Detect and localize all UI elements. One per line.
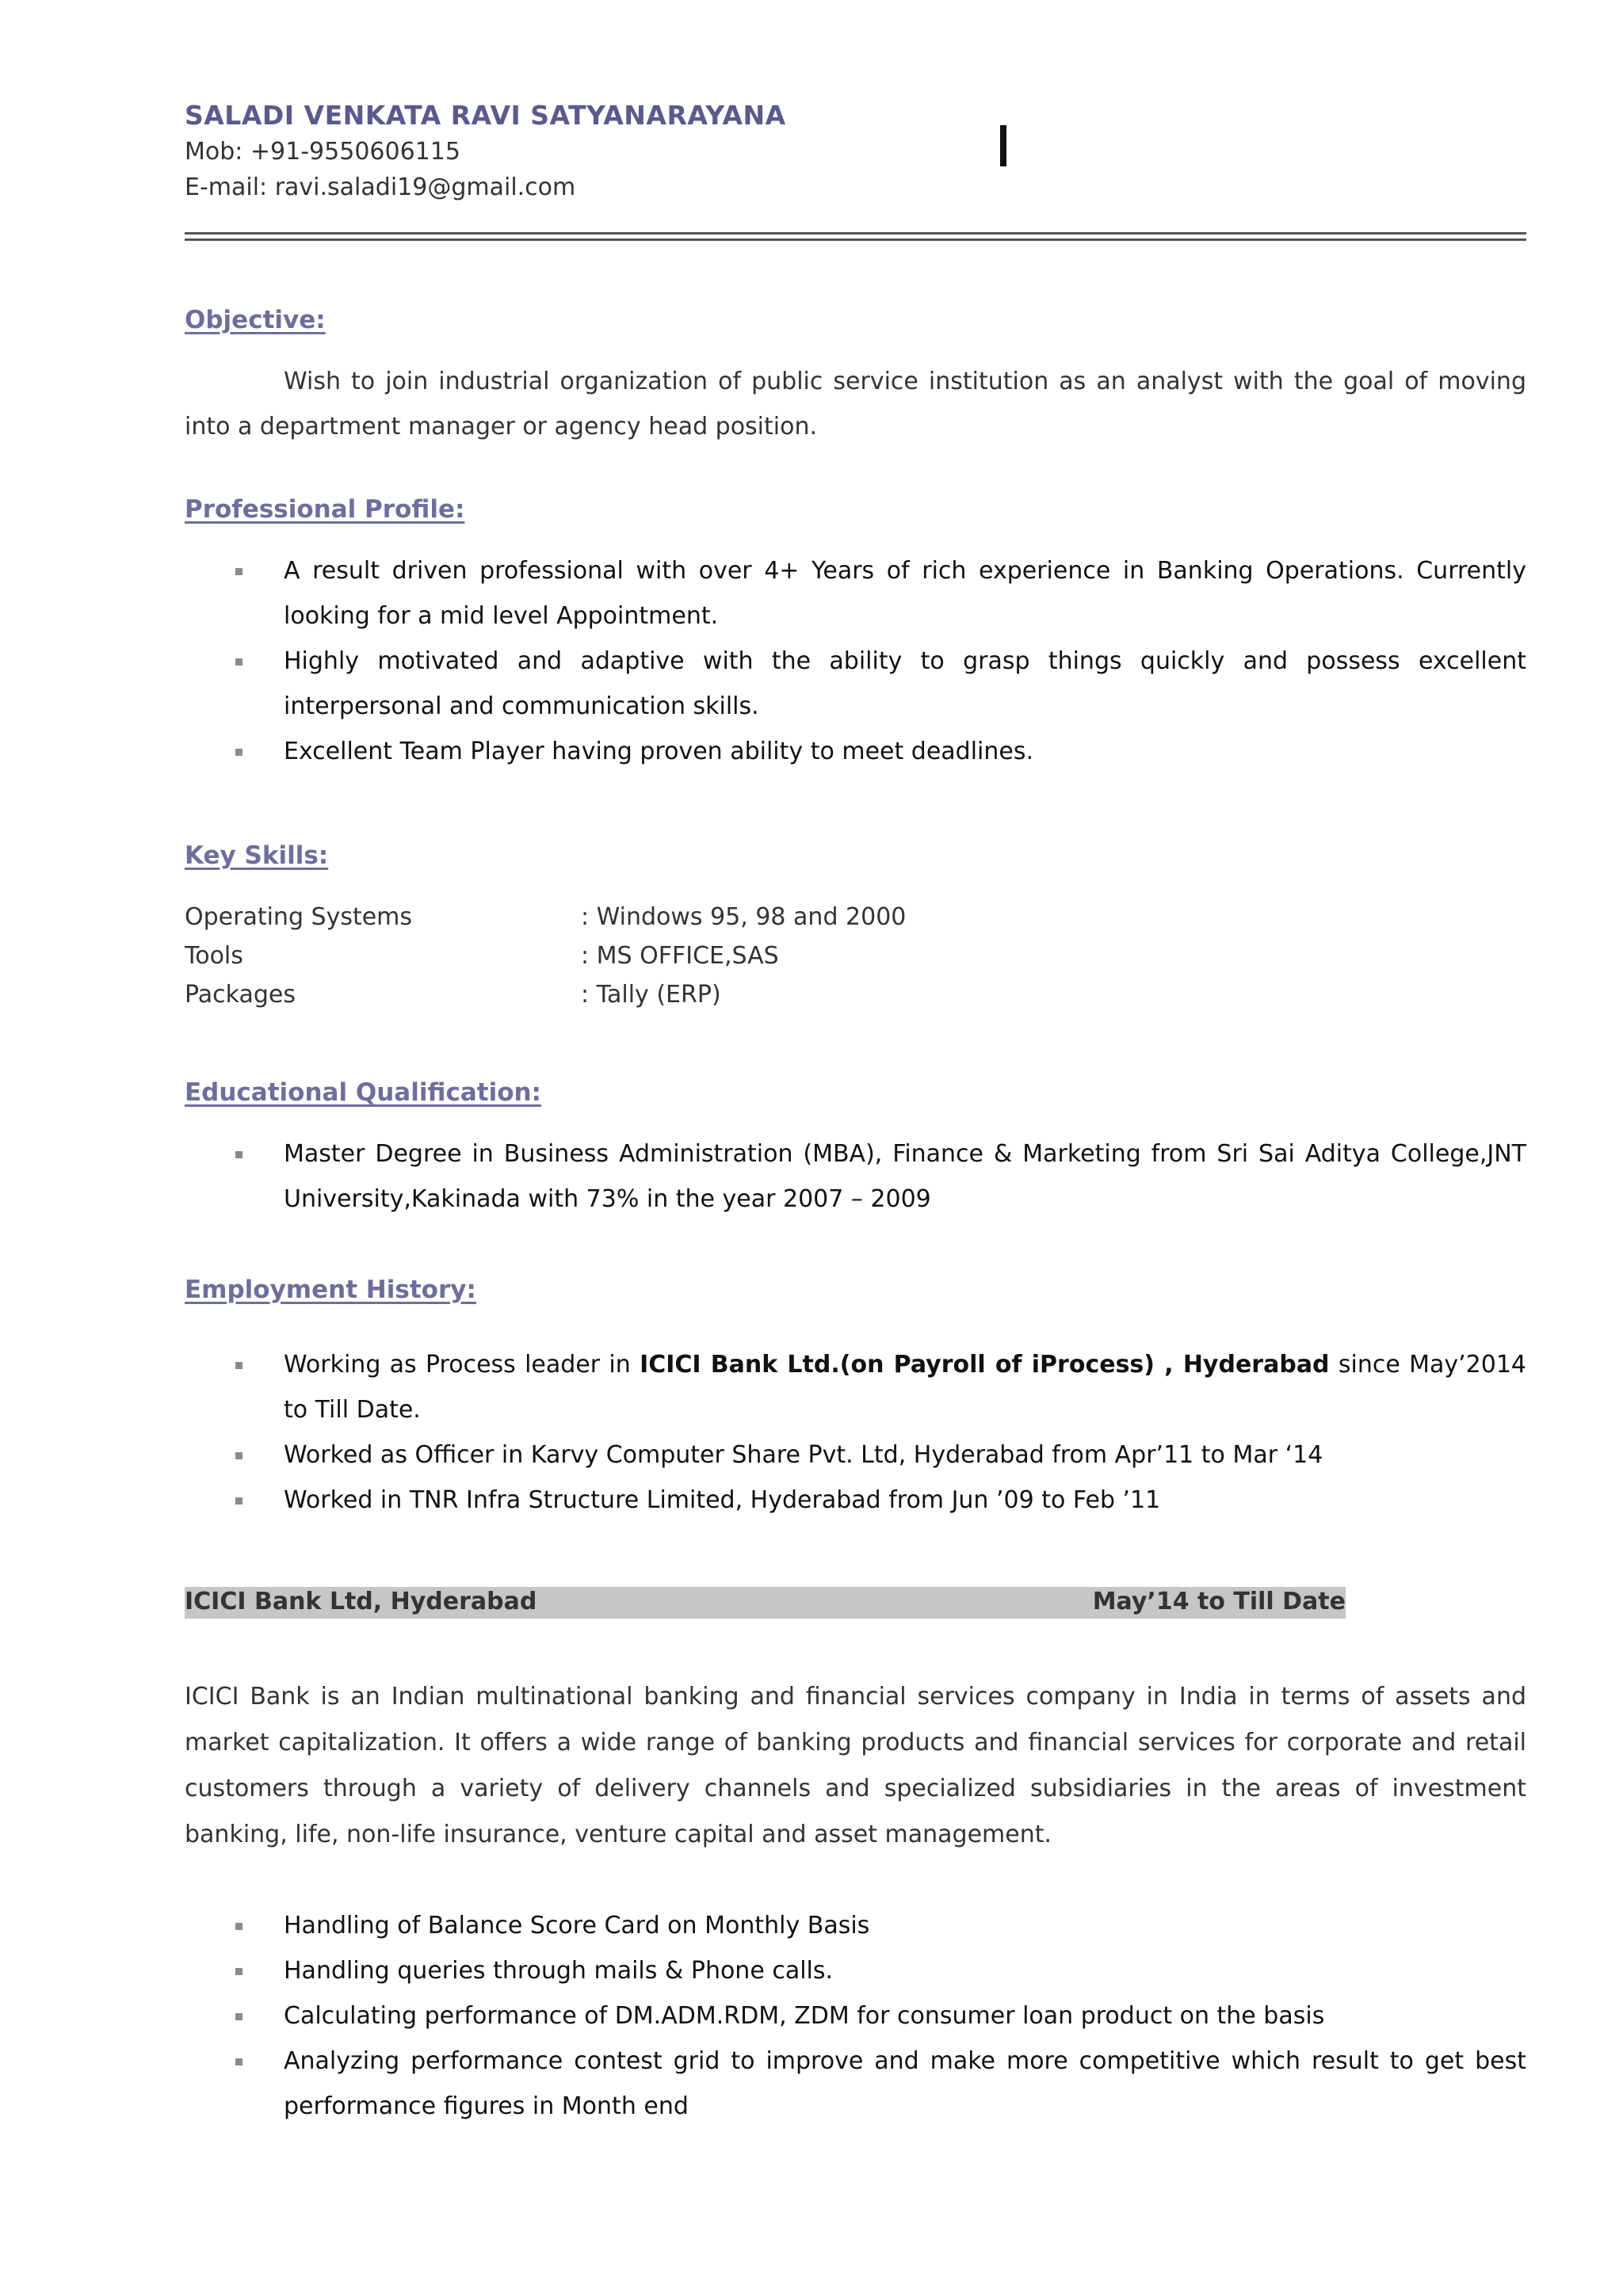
skill-label: Packages (185, 981, 296, 1009)
company-description: ICICI Bank is an Indian multinational banking and financial services company in India in terms of assets and market capitalization. It offers a wide range of banking products and financial services for corporate and retail customers through a variety of delivery channels and specialized subsidiaries in the areas of investment banking, life, non-life insurance, venture capital and asset management. (185, 1683, 1526, 1848)
skill-value: : Tally (ERP) (581, 981, 721, 1009)
list-item: Handling queries through mails & Phone calls. (185, 1948, 1526, 1993)
skill-label: Operating Systems (185, 903, 413, 931)
skill-value: : Windows 95, 98 and 2000 (581, 903, 907, 931)
header-divider-bottom (185, 238, 1526, 241)
list-item: Calculating performance of DM.ADM.RDM, ZDM for consumer loan product on the basis (185, 1993, 1526, 2039)
header-divider-top (185, 232, 1526, 235)
employment-period: May’14 to Till Date (1092, 1588, 1346, 1615)
employment-item-text: Working as Process leader in (284, 1351, 640, 1379)
employment-history-list (185, 1342, 1526, 1523)
employer-highlight: ICICI Bank Ltd.(on Payroll of iProcess) , Hyderabad (640, 1351, 1330, 1379)
skill-row-tools (185, 942, 779, 970)
education-list (185, 1131, 1526, 1222)
list-item: Worked as Officer in Karvy Computer Share Pvt. Ltd, Hyderabad from Apr’11 to Mar ‘14 (185, 1432, 1526, 1478)
candidate-name: SALADI VENKATA RAVI SATYANARAYANA (185, 100, 786, 131)
list-item: Worked in TNR Infra Structure Limited, Hyderabad from Jun ’09 to Feb ’11 (185, 1478, 1526, 1523)
list-item: Highly motivated and adaptive with the ability to grasp things quickly and possess excellent interpersonal and communication skills. (185, 639, 1526, 729)
skill-row-packages (185, 981, 721, 1009)
objective-text: Wish to join industrial organization of public service institution as an analyst with the goal of moving into a department manager or agency head position. (185, 368, 1526, 441)
responsibilities-list (185, 1903, 1526, 2129)
company-period-band (185, 1587, 1346, 1619)
list-item: A result driven professional with over 4+ Years of rich experience in Banking Operations. Currently looking for a mid level Appointment. (185, 548, 1526, 639)
objective-heading: Objective: (185, 306, 326, 334)
list-item: Handling of Balance Score Card on Monthly Basis (185, 1903, 1526, 1948)
key-skills-heading: Key Skills: (185, 841, 329, 870)
company-name: ICICI Bank Ltd, Hyderabad (185, 1588, 537, 1615)
list-item: Analyzing performance contest grid to improve and make more competitive which result to get best performance figures in Month end (185, 2039, 1526, 2129)
professional-profile-heading: Professional Profile: (185, 495, 465, 524)
education-heading: Educational Qualification: (185, 1078, 541, 1107)
email-address: E-mail: ravi.saladi19@gmail.com (185, 174, 576, 201)
employment-item-text: since May’2014 to Till Date. (284, 1351, 1526, 1424)
mobile-number: Mob: +91-9550606115 (185, 138, 460, 166)
skill-row-operating-systems (185, 903, 907, 931)
list-item: Excellent Team Player having proven ability to meet deadlines. (185, 729, 1526, 774)
skill-value: : MS OFFICE,SAS (581, 942, 779, 970)
employment-history-heading: Employment History: (185, 1276, 476, 1304)
skill-label: Tools (185, 942, 243, 970)
professional-profile-list (185, 548, 1526, 774)
list-item: Master Degree in Business Administration (MBA), Finance & Marketing from Sri Sai Aditya College,JNT University,Kakinada with 73% in the year 2007 – 2009 (185, 1131, 1526, 1222)
text-cursor (1000, 125, 1006, 166)
list-item (185, 1342, 1526, 1432)
